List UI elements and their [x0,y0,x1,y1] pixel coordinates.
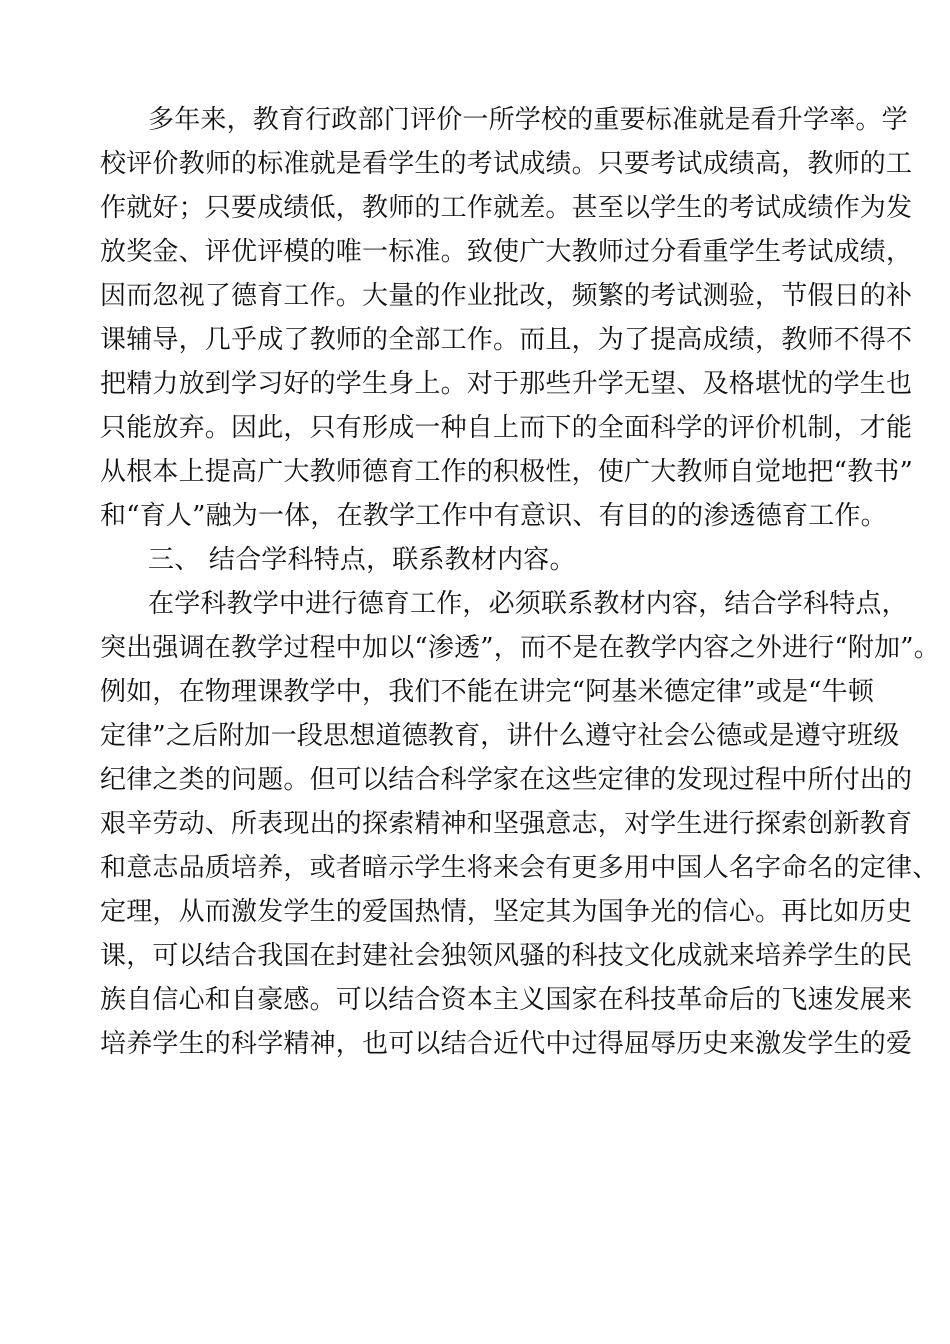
text-line: 族自信心和自豪感。可以结合资本主义国家在科技革命后的飞速发展来 [100,985,913,1015]
text-line: 定律”之后附加一段思想道德教育，讲什么遵守社会公德或是遵守班级 [100,721,900,751]
text-line: 纪律之类的问题。但可以结合科学家在这些定律的发现过程中所付出的 [100,765,913,795]
text-line: 培养学生的科学精神，也可以结合近代中过得屈辱历史来激发学生的爱 [100,1029,913,1059]
text-line: 从根本上提高广大教师德育工作的积极性，使广大教师自觉地把“教书” [100,457,913,487]
text-line: 因而忽视了德育工作。大量的作业批改，频繁的考试测验，节假日的补 [100,281,913,311]
text-line: 课辅导，几乎成了教师的全部工作。而且，为了提高成绩，教师不得不 [100,325,913,355]
text-line: 和意志品质培养，或者暗示学生将来会有更多用中国人名字命名的定律、 [100,853,939,883]
text-line: 定理，从而激发学生的爱国热情，坚定其为国争光的信心。再比如历史 [100,897,913,927]
text-line: 在学科教学中进行德育工作，必须联系教材内容，结合学科特点， [148,589,908,619]
text-line: 例如，在物理课教学中，我们不能在讲完“阿基米德定律”或是“牛顿 [100,677,875,707]
text-line: 突出强调在教学过程中加以“渗透”，而不是在教学内容之外进行“附加”。 [100,633,940,663]
text-line: 只能放弃。因此，只有形成一种自上而下的全面科学的评价机制，才能 [100,413,913,443]
text-line: 课，可以结合我国在封建社会独领风骚的科技文化成就来培养学生的民 [100,941,913,971]
text-line: 放奖金、评优评模的唯一标准。致使广大教师过分看重学生考试成绩， [100,237,913,267]
text-line: 作就好；只要成绩低，教师的工作就差。甚至以学生的考试成绩作为发 [100,193,913,223]
text-line: 把精力放到学习好的学生身上。对于那些升学无望、及格堪忧的学生也 [100,369,913,399]
text-line: 艰辛劳动、所表现出的探索精神和坚强意志，对学生进行探索创新教育 [100,809,913,839]
text-line: 校评价教师的标准就是看学生的考试成绩。只要考试成绩高，教师的工 [100,149,913,179]
text-line: 和“育人”融为一体，在教学工作中有意识、有目的的渗透德育工作。 [100,501,887,531]
section-heading: 三、 结合学科特点，联系教材内容。 [148,545,576,575]
text-line: 多年来，教育行政部门评价一所学校的重要标准就是看升学率。学 [148,105,908,135]
